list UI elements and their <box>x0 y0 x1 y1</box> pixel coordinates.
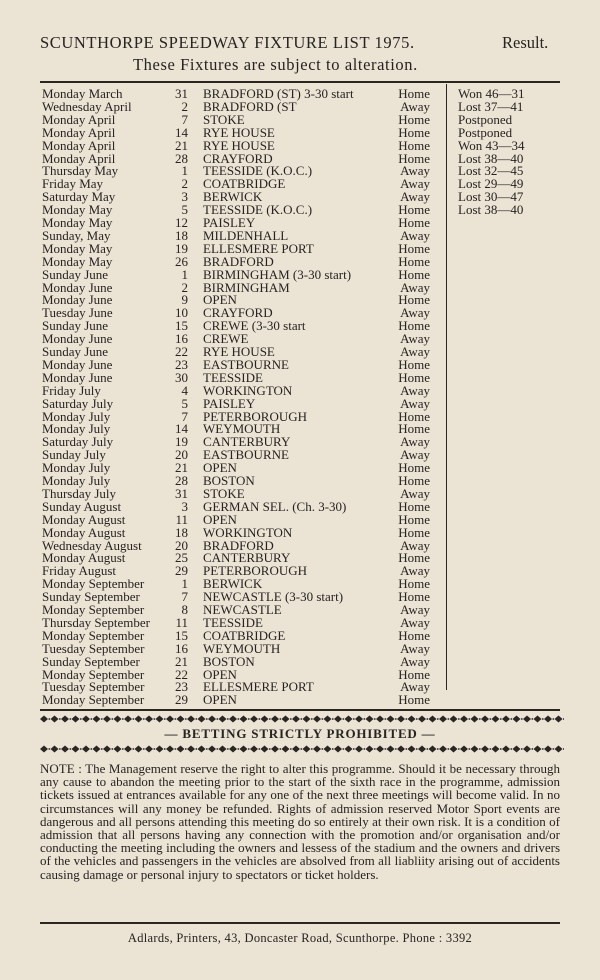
fixture-day: Sunday July <box>42 447 106 463</box>
fixture-date: 7 <box>181 408 188 424</box>
fixture-day: Monday July <box>42 421 111 437</box>
fixture-date: 23 <box>175 679 188 695</box>
fixture-venue: Away <box>400 485 430 501</box>
fixture-day: Friday July <box>42 382 101 398</box>
fixture-day: Monday July <box>42 408 111 424</box>
fixture-day: Monday April <box>42 111 116 127</box>
fixture-day: Monday September <box>42 692 145 708</box>
fixture-venue: Away <box>400 614 430 630</box>
fixture-opponent: OPEN <box>203 511 237 527</box>
fixture-opponent: STOKE <box>203 111 245 127</box>
fixture-day: Monday June <box>42 369 113 385</box>
fixture-day: Sunday September <box>42 589 140 605</box>
fixture-row <box>0 242 600 255</box>
fixture-date: 23 <box>175 356 188 372</box>
fixture-venue: Away <box>400 563 430 579</box>
fixture-result: Won 46—31 <box>458 86 525 101</box>
fixture-date: 28 <box>175 473 188 488</box>
fixture-day: Monday June <box>42 356 113 372</box>
fixture-day: Monday May <box>42 215 113 230</box>
fixture-date: 3 <box>181 189 188 205</box>
fixture-opponent: BERWICK <box>203 576 263 592</box>
fixture-date: 14 <box>175 124 188 140</box>
fixture-row <box>0 139 600 152</box>
fixture-date: 5 <box>181 202 188 218</box>
fixture-venue: Home <box>398 692 430 708</box>
fixture-venue: Home <box>398 356 430 372</box>
fixture-date: 22 <box>175 344 188 359</box>
fixture-opponent: CRAYFORD <box>203 150 273 166</box>
top-rule <box>40 81 560 83</box>
fixture-row <box>0 513 600 526</box>
fixture-opponent: TEESSIDE <box>203 614 263 630</box>
printer-imprint: Adlards, Printers, 43, Doncaster Road, Scunthorpe. Phone : 3392 <box>127 931 473 945</box>
fixture-date: 16 <box>175 640 188 656</box>
fixture-opponent: BERWICK <box>203 189 263 205</box>
fixture-date: 30 <box>175 369 188 385</box>
fixture-opponent: CANTERBURY <box>203 434 291 450</box>
fixture-date: 7 <box>181 111 188 127</box>
fixture-opponent: RYE HOUSE <box>203 344 275 359</box>
fixture-row <box>0 616 600 629</box>
fixture-result: Won 43—34 <box>458 137 525 153</box>
fixture-result: Lost 32—45 <box>458 163 524 179</box>
fixture-date: 28 <box>175 150 188 166</box>
fixture-day: Friday August <box>42 563 117 579</box>
fixture-opponent: CRAYFORD <box>203 305 273 321</box>
fixture-opponent: BRADFORD (ST) 3-30 start <box>203 86 354 101</box>
ornamental-border-top <box>36 713 564 725</box>
fixture-day: Sunday June <box>42 318 109 334</box>
fixture-row <box>0 487 600 500</box>
fixture-date: 2 <box>181 98 188 114</box>
fixture-date: 9 <box>181 292 188 308</box>
fixture-venue: Home <box>398 124 430 140</box>
fixture-day: Sunday August <box>42 498 122 514</box>
fixture-opponent: TEESSIDE (K.O.C.) <box>203 202 313 218</box>
fixture-date: 7 <box>181 589 188 605</box>
fixture-day: Monday July <box>42 460 111 476</box>
fixture-opponent: STOKE <box>203 485 245 501</box>
fixture-venue: Home <box>398 253 430 269</box>
fixture-venue: Away <box>400 227 430 243</box>
fixture-date: 1 <box>181 266 188 282</box>
fixture-opponent: NEWCASTLE <box>203 602 282 617</box>
fixture-opponent: WEYMOUTH <box>203 640 281 656</box>
fixture-date: 15 <box>175 318 188 334</box>
fixture-row <box>0 229 600 242</box>
fixture-date: 1 <box>181 576 188 592</box>
fixture-opponent: PAISLEY <box>203 215 256 230</box>
fixture-venue: Away <box>400 395 430 411</box>
fixture-date: 19 <box>175 240 188 256</box>
fixture-date: 26 <box>175 253 188 269</box>
fixture-row <box>0 500 600 513</box>
fixture-date: 5 <box>181 395 188 411</box>
fixture-venue: Away <box>400 602 430 617</box>
fixture-opponent: BRADFORD <box>203 253 274 269</box>
fixture-opponent: BRADFORD <box>203 537 274 553</box>
fixture-result: Lost 29—49 <box>458 176 524 192</box>
fixture-row <box>0 113 600 126</box>
fixture-venue: Away <box>400 447 430 463</box>
fixture-opponent: RYE HOUSE <box>203 137 275 153</box>
fixture-row <box>0 526 600 539</box>
fixture-result: Lost 38—40 <box>458 150 524 166</box>
fixture-opponent: OPEN <box>203 460 237 476</box>
fixture-day: Monday May <box>42 253 113 269</box>
fixture-day: Tuesday June <box>42 305 113 321</box>
fixture-day: Thursday September <box>42 614 150 630</box>
fixture-date: 22 <box>175 666 188 682</box>
fixture-date: 31 <box>175 485 188 501</box>
fixture-day: Monday June <box>42 331 113 347</box>
fixture-venue: Home <box>398 240 430 256</box>
fixture-opponent: PAISLEY <box>203 395 256 411</box>
fixture-date: 14 <box>175 421 188 437</box>
fixture-day: Monday July <box>42 473 111 488</box>
fixture-date: 2 <box>181 279 188 295</box>
fixture-opponent: COATBRIDGE <box>203 627 286 643</box>
footer-rule <box>40 922 560 924</box>
fixture-opponent: CANTERBURY <box>203 550 291 566</box>
fixture-opponent: TEESSIDE (K.O.C.) <box>203 163 313 179</box>
fixture-date: 31 <box>175 86 188 101</box>
fixture-day: Monday August <box>42 550 126 566</box>
fixture-date: 1 <box>181 163 188 179</box>
fixture-opponent: CREWE <box>203 331 249 347</box>
fixture-opponent: RYE HOUSE <box>203 124 275 140</box>
fixture-opponent: ELLESMERE PORT <box>203 679 314 695</box>
fixture-venue: Home <box>398 292 430 308</box>
fixture-opponent: PETERBOROUGH <box>203 563 308 579</box>
fixture-date: 20 <box>175 447 188 463</box>
fixture-venue: Away <box>400 653 430 669</box>
fixture-date: 12 <box>175 215 188 230</box>
fixture-opponent: COATBRIDGE <box>203 176 286 192</box>
fixture-opponent: WEYMOUTH <box>203 421 281 437</box>
ornamental-border-bottom <box>36 743 564 755</box>
fixture-opponent: OPEN <box>203 666 237 682</box>
fixture-day: Monday June <box>42 292 113 308</box>
fixture-day: Monday March <box>42 86 123 101</box>
fixture-day: Monday April <box>42 124 116 140</box>
fixture-date: 21 <box>175 653 188 669</box>
fixture-venue: Away <box>400 434 430 450</box>
fixture-venue: Home <box>398 576 430 592</box>
fixture-venue: Home <box>398 524 430 540</box>
fixture-row <box>0 642 600 655</box>
fixture-venue: Home <box>398 86 430 101</box>
fixture-venue: Away <box>400 305 430 321</box>
fixture-row <box>0 255 600 268</box>
fixture-venue: Home <box>398 589 430 605</box>
fixture-date: 19 <box>175 434 188 450</box>
fixture-venue: Home <box>398 111 430 127</box>
fixture-result: Lost 37—41 <box>458 98 524 114</box>
fixture-venue: Away <box>400 331 430 347</box>
fixture-opponent: GERMAN SEL. (Ch. 3-30) <box>203 498 347 514</box>
fixture-opponent: BRADFORD (ST <box>203 98 297 114</box>
fixture-date: 21 <box>175 137 188 153</box>
fixture-day: Monday September <box>42 576 145 592</box>
fixture-venue: Home <box>398 627 430 643</box>
fixture-date: 29 <box>175 692 188 708</box>
fixture-venue: Home <box>398 460 430 476</box>
fixture-opponent: BOSTON <box>203 653 255 669</box>
fixture-venue: Away <box>400 98 430 114</box>
fixture-venue: Away <box>400 344 430 359</box>
fixture-venue: Home <box>398 408 430 424</box>
fixture-venue: Home <box>398 473 430 488</box>
fixture-day: Tuesday September <box>42 640 145 656</box>
fixture-date: 10 <box>175 305 188 321</box>
fixture-day: Sunday June <box>42 344 109 359</box>
fixture-opponent: TEESSIDE <box>203 369 263 385</box>
fixture-day: Sunday, May <box>42 227 111 243</box>
fixture-venue: Away <box>400 176 430 192</box>
table-bottom-rule <box>40 709 560 711</box>
fixture-opponent: ELLESMERE PORT <box>203 240 314 256</box>
fixture-row <box>0 397 600 410</box>
fixture-venue: Away <box>400 679 430 695</box>
fixture-row <box>0 629 600 642</box>
fixture-venue: Away <box>400 163 430 179</box>
fixture-day: Sunday June <box>42 266 109 282</box>
fixture-venue: Home <box>398 215 430 230</box>
fixture-opponent: BOSTON <box>203 473 255 488</box>
document-title: SCUNTHORPE SPEEDWAY FIXTURE LIST 1975. <box>40 33 415 52</box>
fixture-day: Monday September <box>42 627 145 643</box>
fixture-opponent: NEWCASTLE (3-30 start) <box>203 589 344 605</box>
fixture-venue: Home <box>398 266 430 282</box>
fixture-result: Postponed <box>458 124 513 140</box>
fixture-opponent: WORKINGTON <box>203 382 293 398</box>
fixture-row <box>0 693 600 706</box>
fixture-venue: Away <box>400 640 430 656</box>
fixture-opponent: CREWE (3-30 start <box>203 318 306 334</box>
fixture-date: 4 <box>181 382 188 398</box>
fixture-date: 2 <box>181 176 188 192</box>
fixture-day: Saturday May <box>42 189 116 205</box>
fixture-opponent: EASTBOURNE <box>203 356 289 372</box>
fixture-row <box>0 655 600 668</box>
fixture-venue: Home <box>398 318 430 334</box>
fixture-date: 25 <box>175 550 188 566</box>
document-subtitle: These Fixtures are subject to alteration. <box>133 55 418 74</box>
fixture-venue: Away <box>400 279 430 295</box>
fixture-opponent: BIRMINGHAM (3-30 start) <box>203 266 352 282</box>
fixture-opponent: OPEN <box>203 692 237 708</box>
fixture-day: Thursday July <box>42 485 117 501</box>
fixture-opponent: EASTBOURNE <box>203 447 289 463</box>
fixture-venue: Home <box>398 421 430 437</box>
management-note: NOTE : The Management reserve the right to alter this programme. Should it be necessary through any cause to abandon the meeting prior to the start of the sixth race in the programme, admission tickets issued at entrances available for any one of the next three meetings will become valid. In no circumstances will any money be refunded. Rights of admission reserved Motor Sport events are dangerous and all persons attending this meeting do so entirely at their own risk. It is a condition of admission that all persons having any connection with the promotion and/or organisation and/or conducting the meeting including the owners and lessess of the stadium and the owners and drivers of the vehicles and passengers in the vehicles are absolved from all liabliity arising out of accidents causing damage or personal injury to spectators or ticket holders. <box>40 761 560 882</box>
fixture-date: 20 <box>175 537 188 553</box>
betting-notice: — BETTING STRICTLY PROHIBITED — <box>164 726 436 741</box>
fixture-date: 29 <box>175 563 188 579</box>
fixture-opponent: BIRMINGHAM <box>203 279 290 295</box>
fixture-venue: Away <box>400 382 430 398</box>
fixture-day: Monday April <box>42 150 116 166</box>
fixture-day: Friday May <box>42 176 104 192</box>
fixture-opponent: WORKINGTON <box>203 524 293 540</box>
fixture-day: Sunday September <box>42 653 140 669</box>
fixture-result: Lost 30—47 <box>458 189 524 205</box>
fixture-date: 21 <box>175 460 188 476</box>
fixture-day: Wednesday August <box>42 537 142 553</box>
fixture-day: Monday September <box>42 666 145 682</box>
fixture-day: Tuesday September <box>42 679 145 695</box>
fixture-venue: Away <box>400 537 430 553</box>
fixture-venue: Home <box>398 498 430 514</box>
fixture-day: Monday April <box>42 137 116 153</box>
fixture-date: 18 <box>175 524 188 540</box>
fixture-day: Monday September <box>42 602 145 617</box>
fixture-day: Monday May <box>42 202 113 218</box>
result-column-heading: Result. <box>502 33 549 52</box>
fixture-day: Monday May <box>42 240 113 256</box>
fixture-row <box>0 384 600 397</box>
fixture-venue: Home <box>398 137 430 153</box>
fixture-day: Monday June <box>42 279 113 295</box>
fixture-day: Wednesday April <box>42 98 132 114</box>
fixture-day: Saturday July <box>42 395 114 411</box>
fixture-date: 15 <box>175 627 188 643</box>
fixture-day: Monday August <box>42 524 126 540</box>
fixture-row <box>0 126 600 139</box>
fixture-result: Lost 38—40 <box>458 202 524 218</box>
fixture-venue: Home <box>398 369 430 385</box>
fixture-row <box>0 100 600 113</box>
fixture-date: 3 <box>181 498 188 514</box>
fixture-venue: Home <box>398 202 430 218</box>
fixture-opponent: OPEN <box>203 292 237 308</box>
fixture-date: 11 <box>175 511 188 527</box>
fixture-opponent: MILDENHALL <box>203 227 289 243</box>
fixture-date: 18 <box>175 227 188 243</box>
fixture-date: 16 <box>175 331 188 347</box>
fixture-venue: Home <box>398 550 430 566</box>
fixture-date: 8 <box>181 602 188 617</box>
fixture-venue: Away <box>400 189 430 205</box>
fixture-row <box>0 371 600 384</box>
fixture-row <box>0 268 600 281</box>
fixture-day: Monday August <box>42 511 126 527</box>
fixture-day: Saturday July <box>42 434 114 450</box>
fixture-venue: Home <box>398 666 430 682</box>
fixture-opponent: PETERBOROUGH <box>203 408 308 424</box>
fixture-venue: Home <box>398 150 430 166</box>
fixture-row <box>0 358 600 371</box>
fixture-day: Thursday May <box>42 163 119 179</box>
fixture-result: Postponed <box>458 111 513 127</box>
fixture-date: 11 <box>175 614 188 630</box>
fixture-venue: Home <box>398 511 430 527</box>
